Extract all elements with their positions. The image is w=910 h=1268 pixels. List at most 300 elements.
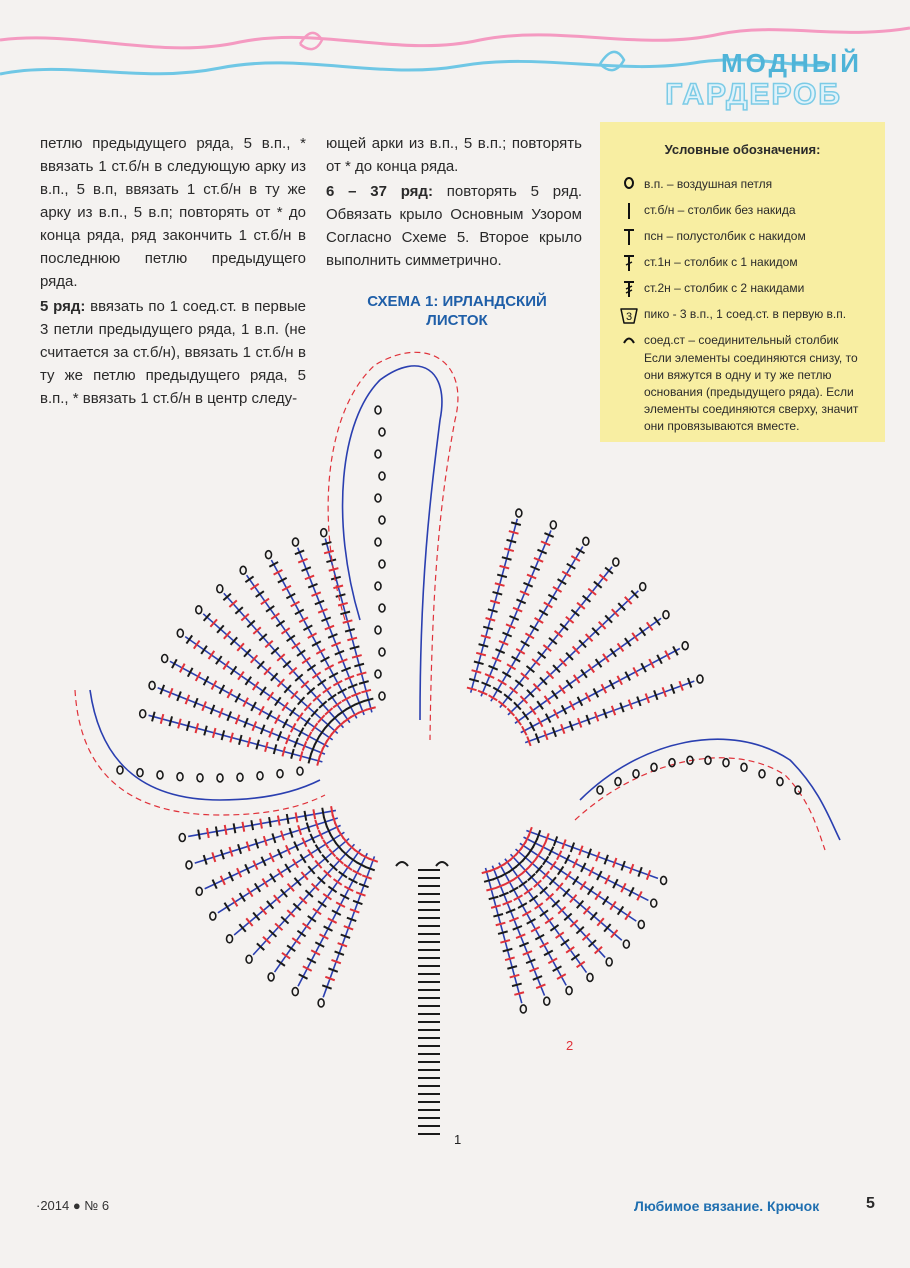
stitch-mark (507, 966, 517, 969)
stitch-mark (571, 556, 580, 561)
stitch-mark (225, 825, 227, 835)
stitch-mark (498, 680, 507, 685)
stitch-mark (467, 688, 477, 691)
stitch-mark (540, 910, 548, 916)
stitch-mark (318, 901, 326, 907)
stitch-mark (562, 571, 571, 576)
stitch-mark (277, 960, 285, 966)
stitch-mark (224, 903, 229, 911)
stitch-mark (479, 644, 489, 647)
stitch-mark (323, 894, 331, 900)
stitch-mark (187, 721, 190, 731)
chain-stitch (587, 973, 593, 981)
stitch-mark (567, 564, 576, 569)
stitch-mark (588, 664, 594, 672)
stitch-mark (344, 864, 352, 870)
legend-text: соед.ст – соединительный столбик (644, 333, 839, 347)
stitch-mark (507, 664, 516, 669)
stitch-mark (326, 559, 336, 562)
chain-stitch (217, 774, 223, 782)
stitch-mark (550, 861, 556, 869)
petal-outline (343, 366, 442, 720)
stitch-mark (504, 548, 514, 551)
stitch-mark (245, 677, 251, 685)
stitch-mark (270, 874, 275, 882)
stitch-mark (207, 828, 209, 838)
stitch-mark (324, 551, 334, 554)
stitch-mark (503, 949, 513, 952)
chain-stitch (162, 655, 168, 663)
stitch-mark (553, 966, 562, 971)
stitch-mark (234, 823, 236, 833)
stitch-mark (251, 584, 259, 590)
stitch-mark (291, 749, 294, 759)
stitch-mark (501, 872, 510, 877)
stitch-mark (531, 927, 540, 932)
stitch-mark (331, 835, 336, 843)
stitch-mark (343, 717, 351, 723)
stitch-mark (268, 692, 274, 700)
stitch-mark (544, 602, 553, 607)
stitch-mark (486, 888, 496, 891)
chain-stitch (615, 778, 621, 786)
stitch-mark (282, 628, 290, 634)
chain-stitch (140, 710, 146, 718)
stitch-row-line (525, 681, 694, 743)
stitch-mark (300, 751, 303, 761)
stitch-mark (297, 650, 305, 656)
stitch-mark (282, 747, 285, 757)
stitch-mark (322, 808, 324, 818)
stitch-mark (256, 740, 259, 750)
stitch-mark (640, 628, 646, 636)
stitch-mark (509, 887, 518, 892)
stitch-mark (548, 595, 557, 600)
stitch-mark (573, 876, 579, 884)
row-heading: 5 ряд: (40, 298, 86, 315)
chain-stitch (149, 681, 155, 689)
stitch-mark (535, 935, 544, 940)
stitch-mark (632, 633, 638, 641)
stitch-mark (472, 670, 482, 673)
chain-stitch (705, 756, 711, 764)
chain-stitch (375, 450, 381, 458)
legend-title: Условные обозначения: (664, 142, 821, 157)
chain-stitch (292, 988, 298, 996)
stitch-mark (610, 649, 616, 657)
stitch-mark (253, 682, 259, 690)
stitch-mark (350, 646, 360, 649)
stitch-mark (161, 714, 164, 724)
stitch-mark (245, 576, 253, 582)
stitch-mark (527, 919, 536, 924)
stitch-mark (276, 621, 284, 627)
stitch-mark (574, 675, 580, 683)
stitch-mark (287, 814, 289, 824)
chain-stitch (516, 509, 522, 517)
stitch-mark (333, 702, 341, 708)
chain-stitch (227, 935, 233, 943)
stitch-mark (361, 690, 371, 693)
petal-outline (575, 758, 825, 850)
row-text: повторять 5 ряд. Обвязать крыло Основным Узором Согласно Схеме 5. Второе крыло выполнить симметрично. (326, 183, 582, 269)
chain-stitch (266, 551, 272, 559)
stitch-mark (515, 717, 521, 725)
stitch-mark (508, 866, 516, 872)
stitch-mark (313, 809, 315, 819)
stitch-mark (486, 618, 496, 621)
stitch-mark (222, 730, 225, 740)
stitch-mark (290, 708, 296, 716)
stitch-mark (260, 819, 262, 829)
stitch-mark (312, 723, 318, 731)
stitch-mark (297, 713, 303, 721)
paragraph: ющей арки из в.п., 5 в.п.; повторять от * до конца ряда. (326, 135, 582, 175)
stitch-mark (528, 846, 534, 854)
stitch-mark (169, 716, 172, 726)
stitch-mark (545, 696, 551, 704)
stitch-row-line (508, 591, 638, 715)
stitch-mark (502, 557, 512, 560)
stitch-mark (543, 856, 549, 864)
petal-outline (328, 352, 458, 740)
legend-text: ст.1н – столбик с 1 накидом (644, 255, 798, 269)
chain-stitch (375, 406, 381, 414)
stitch-mark (539, 610, 548, 615)
stitch-mark (476, 653, 486, 656)
stitch-mark (292, 643, 300, 649)
stitch-mark (339, 872, 347, 878)
stitch-mark (340, 612, 350, 615)
stitch-mark (213, 728, 216, 738)
stitch-mark (313, 909, 321, 915)
stitch-mark (316, 845, 321, 853)
stitch-mark (545, 918, 553, 924)
chain-stitch (137, 769, 143, 777)
stitch-mark (511, 522, 521, 525)
chain-stitch (375, 670, 381, 678)
chain-stitch (795, 786, 801, 794)
chain-stitch (179, 834, 185, 842)
stitch-mark (618, 906, 624, 914)
chain-stitch (210, 912, 216, 920)
chain-stitch (759, 770, 765, 778)
stitch-mark (336, 594, 346, 597)
stitch-mark (262, 879, 267, 887)
stitch-mark (495, 583, 505, 586)
stitch-mark (535, 851, 541, 859)
stitch-mark (566, 947, 574, 953)
chain-stitch (217, 585, 223, 593)
chain-stitch (379, 692, 385, 700)
stitch-mark (317, 756, 320, 766)
chain-stitch (177, 773, 183, 781)
stitch-mark (576, 548, 585, 553)
stitch-mark (521, 641, 530, 646)
chain-stitch (550, 521, 556, 529)
stitch-mark (580, 881, 586, 889)
stitch-mark (271, 613, 279, 619)
stitch-mark (596, 659, 602, 667)
stitch-mark (304, 718, 310, 726)
chain-stitch (277, 770, 283, 778)
stitch-mark (483, 627, 493, 630)
stitch-mark (247, 888, 252, 896)
stitch-mark (333, 586, 343, 589)
stitch-mark (493, 687, 502, 692)
stitch-mark (308, 916, 316, 922)
stitch-mark (293, 859, 298, 867)
chain-stitch (723, 759, 729, 767)
stitch-mark (484, 879, 494, 882)
stitch-mark (242, 822, 244, 832)
brand-line1: МОДНЫЙ (721, 48, 862, 78)
stitch-mark (308, 850, 313, 858)
stitch-mark (223, 661, 229, 669)
stitch-mark (558, 866, 564, 874)
stitch-mark (500, 566, 510, 569)
stitch-mark (338, 603, 348, 606)
issue-info: ·2014 ● № 6 (36, 1198, 110, 1213)
stitch-mark (194, 641, 200, 649)
chain-stitch (741, 763, 747, 771)
stitch-mark (498, 931, 508, 934)
chain-stitch (379, 560, 385, 568)
chain-stitch (197, 774, 203, 782)
stitch-mark (364, 699, 374, 702)
stitch-mark (256, 591, 264, 597)
stitch-mark (581, 670, 587, 678)
stitch-mark (482, 871, 492, 874)
stitch-mark (530, 706, 536, 714)
chain-stitch (379, 428, 385, 436)
stitch-mark (343, 620, 353, 623)
stitch-mark (331, 577, 341, 580)
stitch-mark (238, 672, 244, 680)
chain-stitch (623, 940, 629, 948)
chain-stitch (697, 675, 703, 683)
stitch-mark (338, 709, 346, 715)
stitch-mark (469, 679, 479, 682)
stitch-mark (559, 685, 565, 693)
stitch-mark (544, 951, 553, 956)
chain-stitch (246, 955, 252, 963)
stitch-mark (307, 665, 315, 671)
chain-stitch (240, 566, 246, 574)
stitch-mark (556, 932, 564, 938)
stitch-mark (300, 854, 305, 862)
stitch-row-line (185, 637, 332, 740)
stitch-mark (269, 817, 271, 827)
chain-stitch (638, 920, 644, 928)
stitch-mark (525, 633, 534, 638)
chain-stitch (237, 773, 243, 781)
stitch-mark (349, 857, 357, 863)
stitch-mark (323, 687, 331, 693)
stitch-mark (625, 638, 631, 646)
chain-stitch (379, 648, 385, 656)
stitch-mark (347, 638, 357, 641)
stitch-mark (282, 702, 288, 710)
stitch-mark (278, 816, 280, 826)
brand-line2: ГАРДЕРОБ (665, 78, 842, 111)
chain-stitch (651, 899, 657, 907)
slip-stitch-mark (396, 862, 408, 866)
stitch-mark (274, 744, 277, 754)
stitch-row-line (298, 548, 364, 715)
row-text: ввязать по 1 соед.ст. в первые 3 петли предыдущего ряда, 1 в.п. (не считается за ст.б/н), ввязать 1 ст.б/н в ту же петлю предыдущего ряда, 5 в.п., * ввязать 1 ст.б/н в центр следу- (40, 298, 306, 407)
stitch-mark (493, 592, 503, 595)
stitch-mark (595, 891, 601, 899)
chain-stitch (379, 604, 385, 612)
stitch-mark (529, 896, 537, 902)
stitch-mark (535, 903, 543, 909)
chain-stitch (297, 767, 303, 775)
stitch-mark (297, 931, 305, 937)
stitch-mark (557, 974, 566, 979)
stitch-mark (216, 656, 222, 664)
chain-stitch (186, 861, 192, 869)
stitch-mark (287, 945, 295, 951)
stitch-mark (198, 830, 200, 840)
stitch-mark (571, 954, 579, 960)
chain-stitch (375, 538, 381, 546)
stitch-mark (239, 735, 242, 745)
chain-stitch (375, 582, 381, 590)
stitch-mark (303, 923, 311, 929)
chain-stitch (520, 1005, 526, 1013)
stitch-mark (548, 958, 557, 963)
stitch-mark (610, 901, 616, 909)
stitch-mark (489, 695, 498, 700)
stitch-mark (561, 940, 569, 946)
stitch-mark (201, 646, 207, 654)
stitch-mark (334, 879, 342, 885)
stitch-mark (514, 874, 522, 880)
stitch-mark (524, 888, 532, 894)
stitch-mark (550, 925, 558, 931)
stitch-mark (496, 923, 506, 926)
stitch-mark (647, 622, 653, 630)
schema-title-line: СХЕМА 1: ИРЛАНДСКИЙ (367, 293, 547, 310)
stitch-mark (537, 701, 543, 709)
schema-label-2: 2 (566, 1038, 574, 1053)
stitch-mark (510, 975, 520, 978)
stitch-mark (230, 733, 233, 743)
legend-text: пико - 3 в.п., 1 соед.ст. в первую в.п. (644, 307, 847, 321)
chain-stitch (196, 887, 202, 895)
stitch-mark (505, 879, 514, 884)
stitch-mark (209, 651, 215, 659)
stitch-mark (305, 811, 307, 821)
stitch-mark (514, 895, 523, 900)
chain-stitch (257, 772, 263, 780)
stitch-mark (266, 606, 274, 612)
stitch-row-line (158, 688, 325, 754)
stitch-mark (292, 938, 300, 944)
stitch-mark (282, 953, 290, 959)
stitch-mark (366, 707, 376, 710)
stitch-mark (530, 626, 539, 631)
stitch-mark (312, 672, 320, 678)
stitch-mark (502, 672, 511, 677)
stitch-mark (500, 940, 510, 943)
stitch-mark (489, 897, 499, 900)
chain-stitch (640, 583, 646, 591)
stitch-mark (509, 531, 519, 534)
chain-stitch (661, 876, 667, 884)
stitch-mark (654, 617, 660, 625)
stitch-mark (481, 635, 491, 638)
stitch-mark (474, 661, 484, 664)
stitch-mark (196, 723, 199, 733)
stitch-mark (240, 893, 245, 901)
stitch-mark (328, 694, 336, 700)
stitch-mark (507, 540, 517, 543)
chain-stitch (566, 987, 572, 995)
stitch-mark (618, 643, 624, 651)
stitch-mark (512, 657, 521, 662)
stitch-mark (248, 737, 251, 747)
stitch-mark (302, 658, 310, 664)
legend-text: ст.2н – столбик с 2 накидами (644, 281, 805, 295)
stitch-mark (231, 666, 237, 674)
stitch-mark (255, 883, 260, 891)
slip-stitch-mark (436, 862, 448, 866)
stitch-mark (318, 680, 326, 686)
schema-label-1: 1 (454, 1132, 462, 1147)
chain-stitch (375, 494, 381, 502)
row-heading: 6 – 37 ряд: (326, 183, 433, 200)
stitch-mark (322, 542, 332, 545)
stitch-row-line (247, 575, 350, 722)
chain-stitch (597, 786, 603, 794)
stitch-mark (603, 896, 609, 904)
stitch-mark (296, 812, 298, 822)
stitch-mark (505, 957, 515, 960)
stitch-mark (354, 664, 364, 667)
stitch-mark (518, 903, 527, 908)
stitch-mark (186, 635, 192, 643)
stitch-mark (488, 609, 498, 612)
stitch-mark (352, 655, 362, 658)
chain-stitch (268, 973, 274, 981)
stitch-mark (558, 579, 567, 584)
chain-stitch (663, 611, 669, 619)
page-number: 5 (866, 1195, 875, 1212)
stitch-mark (577, 962, 585, 968)
schema-title-line: ЛИСТОК (426, 312, 488, 329)
chain-stitch (318, 999, 324, 1007)
stitch-mark (345, 629, 355, 632)
stitch-mark (493, 914, 503, 917)
stitch-mark (204, 726, 207, 736)
legend-text: в.п. – воздушная петля (644, 177, 773, 191)
chain-stitch (177, 629, 183, 637)
stitch-mark (216, 827, 218, 837)
legend-text: ст.б/н – столбик без накида (644, 203, 796, 217)
stitch-mark (260, 687, 266, 695)
stitch-mark (251, 820, 253, 830)
stitch-mark (603, 654, 609, 662)
stitch-mark (540, 943, 549, 948)
legend-text: псн – полустолбик с накидом (644, 229, 806, 243)
chain-stitch (633, 770, 639, 778)
chain-stitch (196, 606, 202, 614)
magazine-name: Любимое вязание. Крючок (634, 1198, 820, 1214)
stitch-mark (535, 618, 544, 623)
stitch-mark (359, 681, 369, 684)
